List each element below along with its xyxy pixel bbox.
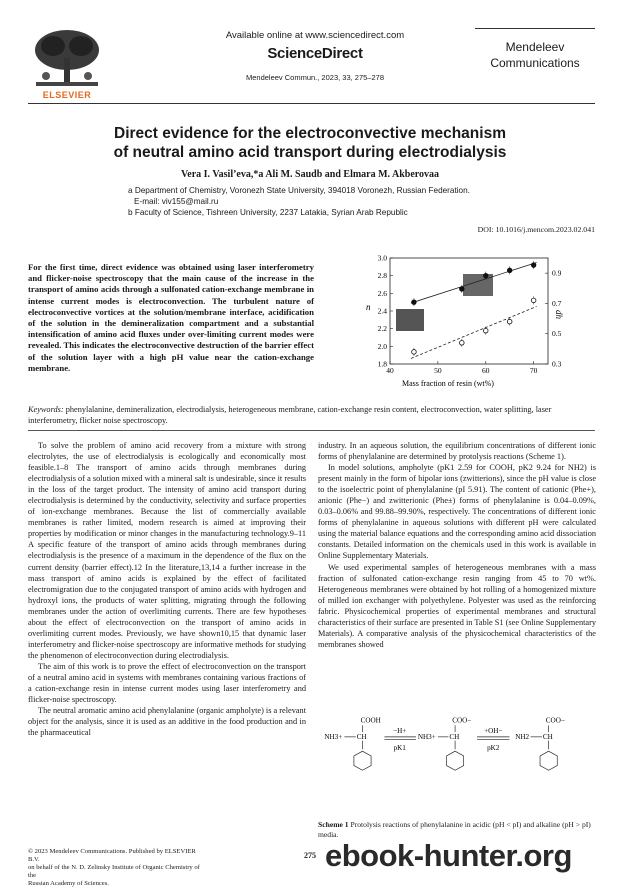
scheme-caption-text: Protolysis reactions of phenylalanine in acidic (pH < pI) and alkaline (pH > pI) media. [318, 820, 591, 839]
paragraph: The aim of this work is to prove the effect of electroconvection on the transport of a neutral amino acid in systems with membranes containing various fractions of a cation-exchange resin in intense current modes using laser interferometry and flicker-noise spectroscopy. [28, 661, 306, 705]
series-2-point [531, 298, 536, 303]
y-left-tick-label: 1.8 [377, 359, 387, 369]
elsevier-tree-logo [28, 28, 106, 90]
scheme-nh3-left: NH3+ [324, 732, 343, 741]
body-column-right [318, 440, 596, 650]
series-1-point [412, 300, 417, 305]
y-right-tick-label: 0.5 [552, 329, 562, 339]
y-left-tick-label: 2.8 [377, 271, 387, 281]
series-1-point [460, 287, 465, 292]
scheme-nh2: NH2 [515, 732, 530, 741]
scheme-ch-2: CH [449, 732, 460, 741]
y-right-tick-label: 0.3 [552, 359, 562, 369]
series-2-trend-line [411, 306, 537, 358]
scheme-arrow1-bottom: pK1 [393, 744, 406, 753]
affiliation-b: b Faculty of Science, Tishreen University, 2237 Latakia, Syrian Arab Republic [128, 208, 408, 217]
title-line2: of neutral amino acid transport during electrodialysis [113, 144, 507, 161]
keywords-divider [28, 430, 595, 431]
benzene-ring-2 [447, 751, 464, 770]
scheme-caption-label: Scheme 1 [318, 820, 349, 829]
interferogram-inset-left [396, 309, 424, 331]
affiliation-a: a Department of Chemistry, Voronezh State University, 394018 Voronezh, Russian Federation. [128, 186, 470, 195]
article-title [60, 124, 560, 162]
keywords-label: Keywords: [28, 405, 64, 414]
paragraph: industry. In an aqueous solution, the equilibrium concentrations of different ionic forms of phenylalanine are determined by protolysis reactions (Scheme 1). [318, 441, 596, 462]
benzene-ring-3 [540, 751, 557, 770]
paragraph: To solve the problem of amino acid recovery from a mixture with strong electrolytes, the use of electrodialysis is ecologically and economically most feasible.1–8 The transport of amino acids through membranes during electrodialysis of a solution mixed with a mineral salt is undesirable, since it results in the loss of the target product. The intensity of amino acid transport during electrodialysis is determined by the conductivity, selectivity and surface properties of ion-exchange membranes. Because the list of commercially available membranes is rather limited, modern research is aimed at improving their properties by modification or minor changes in the manufacturing technology.9–11 A specific feature of the transport of amino acids through membranes during electrodialysis is the presence of a maximum in the dependence of the flux on the current density (barrier effect).12 In the literature,13,14 a further increase in the mass transport of amino acids is explained by the effect of facilitated electromigration due to the conjugated transport of amino acids with hydrogen and hydroxyl ions, the products of water splitting, migrating through the following membranes under the action of overlimiting currents. There are few hypotheses about the effect of electroconvection on the transport of amino acids in overlimiting current modes. Previously, we have shown10,15 that dynamic laser interferometry and flicker-noise spectroscopy are informative methods for studying the phenomenon of electroconvection during electrodialysis. [28, 441, 306, 660]
chart-y-left-label: n [366, 302, 371, 312]
y-left-tick-label: 2.6 [377, 288, 387, 298]
chart-insets [396, 274, 493, 331]
scheme-ch-3: CH [542, 732, 553, 741]
author-list: Vera I. Vasil’eva,*a Ali M. Saudb and Elmara M. Akberovaa [180, 169, 440, 180]
paragraph: We used experimental samples of heterogeneous membranes with a mass fraction of sulfonated cation-exchange resin ranging from 45 to 70 wt%. Heterogeneous membranes were obtained by hot rolling of a homogenized mixture of milled ion exchanger with polyethylene. Polyester was used as the reinforcing fabric. Physicochemical properties of experimental membranes and structural characteristics of their surface are presented in Table S1 (see Online Supplementary Materials). A comparative analysis of the physicochemical characteristics of the membranes showed [318, 562, 596, 649]
series-1-point [483, 273, 488, 278]
scheme-arrow1-top: −H+ [393, 727, 407, 736]
series-2-point [460, 341, 465, 346]
scheme-arrow2-top: +OH− [484, 727, 503, 736]
series-1-trend-line [411, 262, 537, 303]
paragraph: The neutral aromatic amino acid phenylalanine (organic ampholyte) is a relevant object for the analysis, since it is used as an additive in the food production and in the pharmaceutical [28, 706, 307, 738]
series-2-point [507, 319, 512, 324]
footer-line1: © 2023 Mendeleev Communications. Published by ELSEVIER B.V. [28, 848, 196, 863]
doi-link[interactable]: DOI: 10.1016/j.mencom.2023.02.041 [477, 225, 595, 234]
series-2-point [412, 350, 417, 355]
watermark-text: ebook-hunter.org [325, 838, 572, 873]
scheme-nh3-mid: NH3+ [417, 732, 436, 741]
paragraph: In model solutions, ampholyte (pK1 2.59 for COOH, pK2 9.24 for NH2) is present mainly in the form of bipolar ions (zwitterions), since the pH value is close to the isoelectric point of phenylalanine (pI 5.91). The content of cationic (Phe+), anionic (Phe−) and zwitterionic (Phe±) forms of phenylalanine is 0.04–0.09%, 0.03–0.06% and 99.88–99.90%, respectively. The concentrations of different ionic forms of phenylalanine in aqueous solutions with different pH were calculated using the material balance equations and the corresponding amino acid dissociation constants. Detailed information on the chemicals used in this work is available in Online Supplementary Materials. [318, 463, 596, 561]
header-divider [28, 103, 595, 104]
scheme-caption [318, 820, 596, 840]
benzene-ring-1 [354, 751, 371, 770]
footer-line3: Russian Academy of Sciences. [28, 880, 109, 887]
page-number: 275 [304, 851, 316, 860]
scheme-cooh: COOH [360, 716, 381, 725]
series-1-point [507, 268, 512, 273]
scheme-coo-1: COO− [452, 716, 472, 725]
citation-line: Mendeleev Commun., 2023, 33, 275–278 [245, 73, 384, 82]
y-left-tick-label: 2.4 [377, 306, 387, 316]
protolysis-scheme [318, 713, 596, 818]
scheme-arrow2-bottom: pK2 [487, 744, 500, 753]
x-tick-label: 50 [434, 366, 442, 375]
y-left-tick-label: 3.0 [377, 253, 387, 263]
scheme-coo-2: COO− [545, 716, 565, 725]
x-tick-label: 60 [482, 366, 490, 375]
publisher-wordmark: ELSEVIER [42, 90, 92, 100]
sciencedirect-wordmark[interactable]: ScienceDirect [267, 45, 363, 62]
keywords [28, 404, 595, 426]
y-right-tick-label: 0.7 [552, 298, 562, 308]
x-tick-label: 70 [529, 366, 538, 375]
graphical-abstract-chart [348, 252, 598, 392]
affiliation-email[interactable]: E-mail: viv155@mail.ru [134, 197, 219, 206]
body-column-left [28, 440, 306, 738]
series-2-point [483, 328, 488, 333]
series-1-point [531, 263, 536, 268]
scheme-ch-1: CH [356, 732, 367, 741]
available-online-text: Available online at www.sciencedirect.com [225, 30, 405, 41]
journal-name-line1: Mendeleev [505, 40, 565, 54]
abstract-text: For the first time, direct evidence was obtained using laser interferometry and flicker-noise spectroscopy that the main cause of the increase in the transport of amino acids through a sulfonated cation-exchange membrane in intense current modes is electroconvection. The turbulent nature of electroconvective vortices at the solution/membrane interface, acidification of the solution in the demineralization compartment and a substantial intensification of amino acid fluxes under over-limiting current modes were revealed. This indicates the electroconvective destruction of the barrier effect of the solution layer with a high pH value near the cation-exchange membrane. [28, 262, 314, 373]
copyright-footer [28, 848, 208, 888]
chart-x-axis-label: Mass fraction of resin (wt%) [402, 379, 494, 388]
chart-y-right-label: dh [554, 310, 564, 319]
keywords-list: phenylalanine, demineralization, electrodialysis, heterogeneous membrane, cation-exchange resin content, electroconvection, water splitting, laser interferometry, flicker noise spectroscopy. [28, 405, 552, 425]
y-right-tick-label: 0.9 [552, 268, 562, 278]
y-left-tick-label: 2.0 [377, 341, 387, 351]
footer-line2: on behalf of the N. D. Zelinsky Institute of Organic Chemistry of the [28, 864, 200, 879]
journal-name-line2: Communications [490, 56, 580, 70]
title-line1: Direct evidence for the electroconvective mechanism [114, 125, 506, 142]
x-tick-label: 40 [386, 366, 394, 375]
y-left-tick-label: 2.2 [377, 324, 387, 334]
